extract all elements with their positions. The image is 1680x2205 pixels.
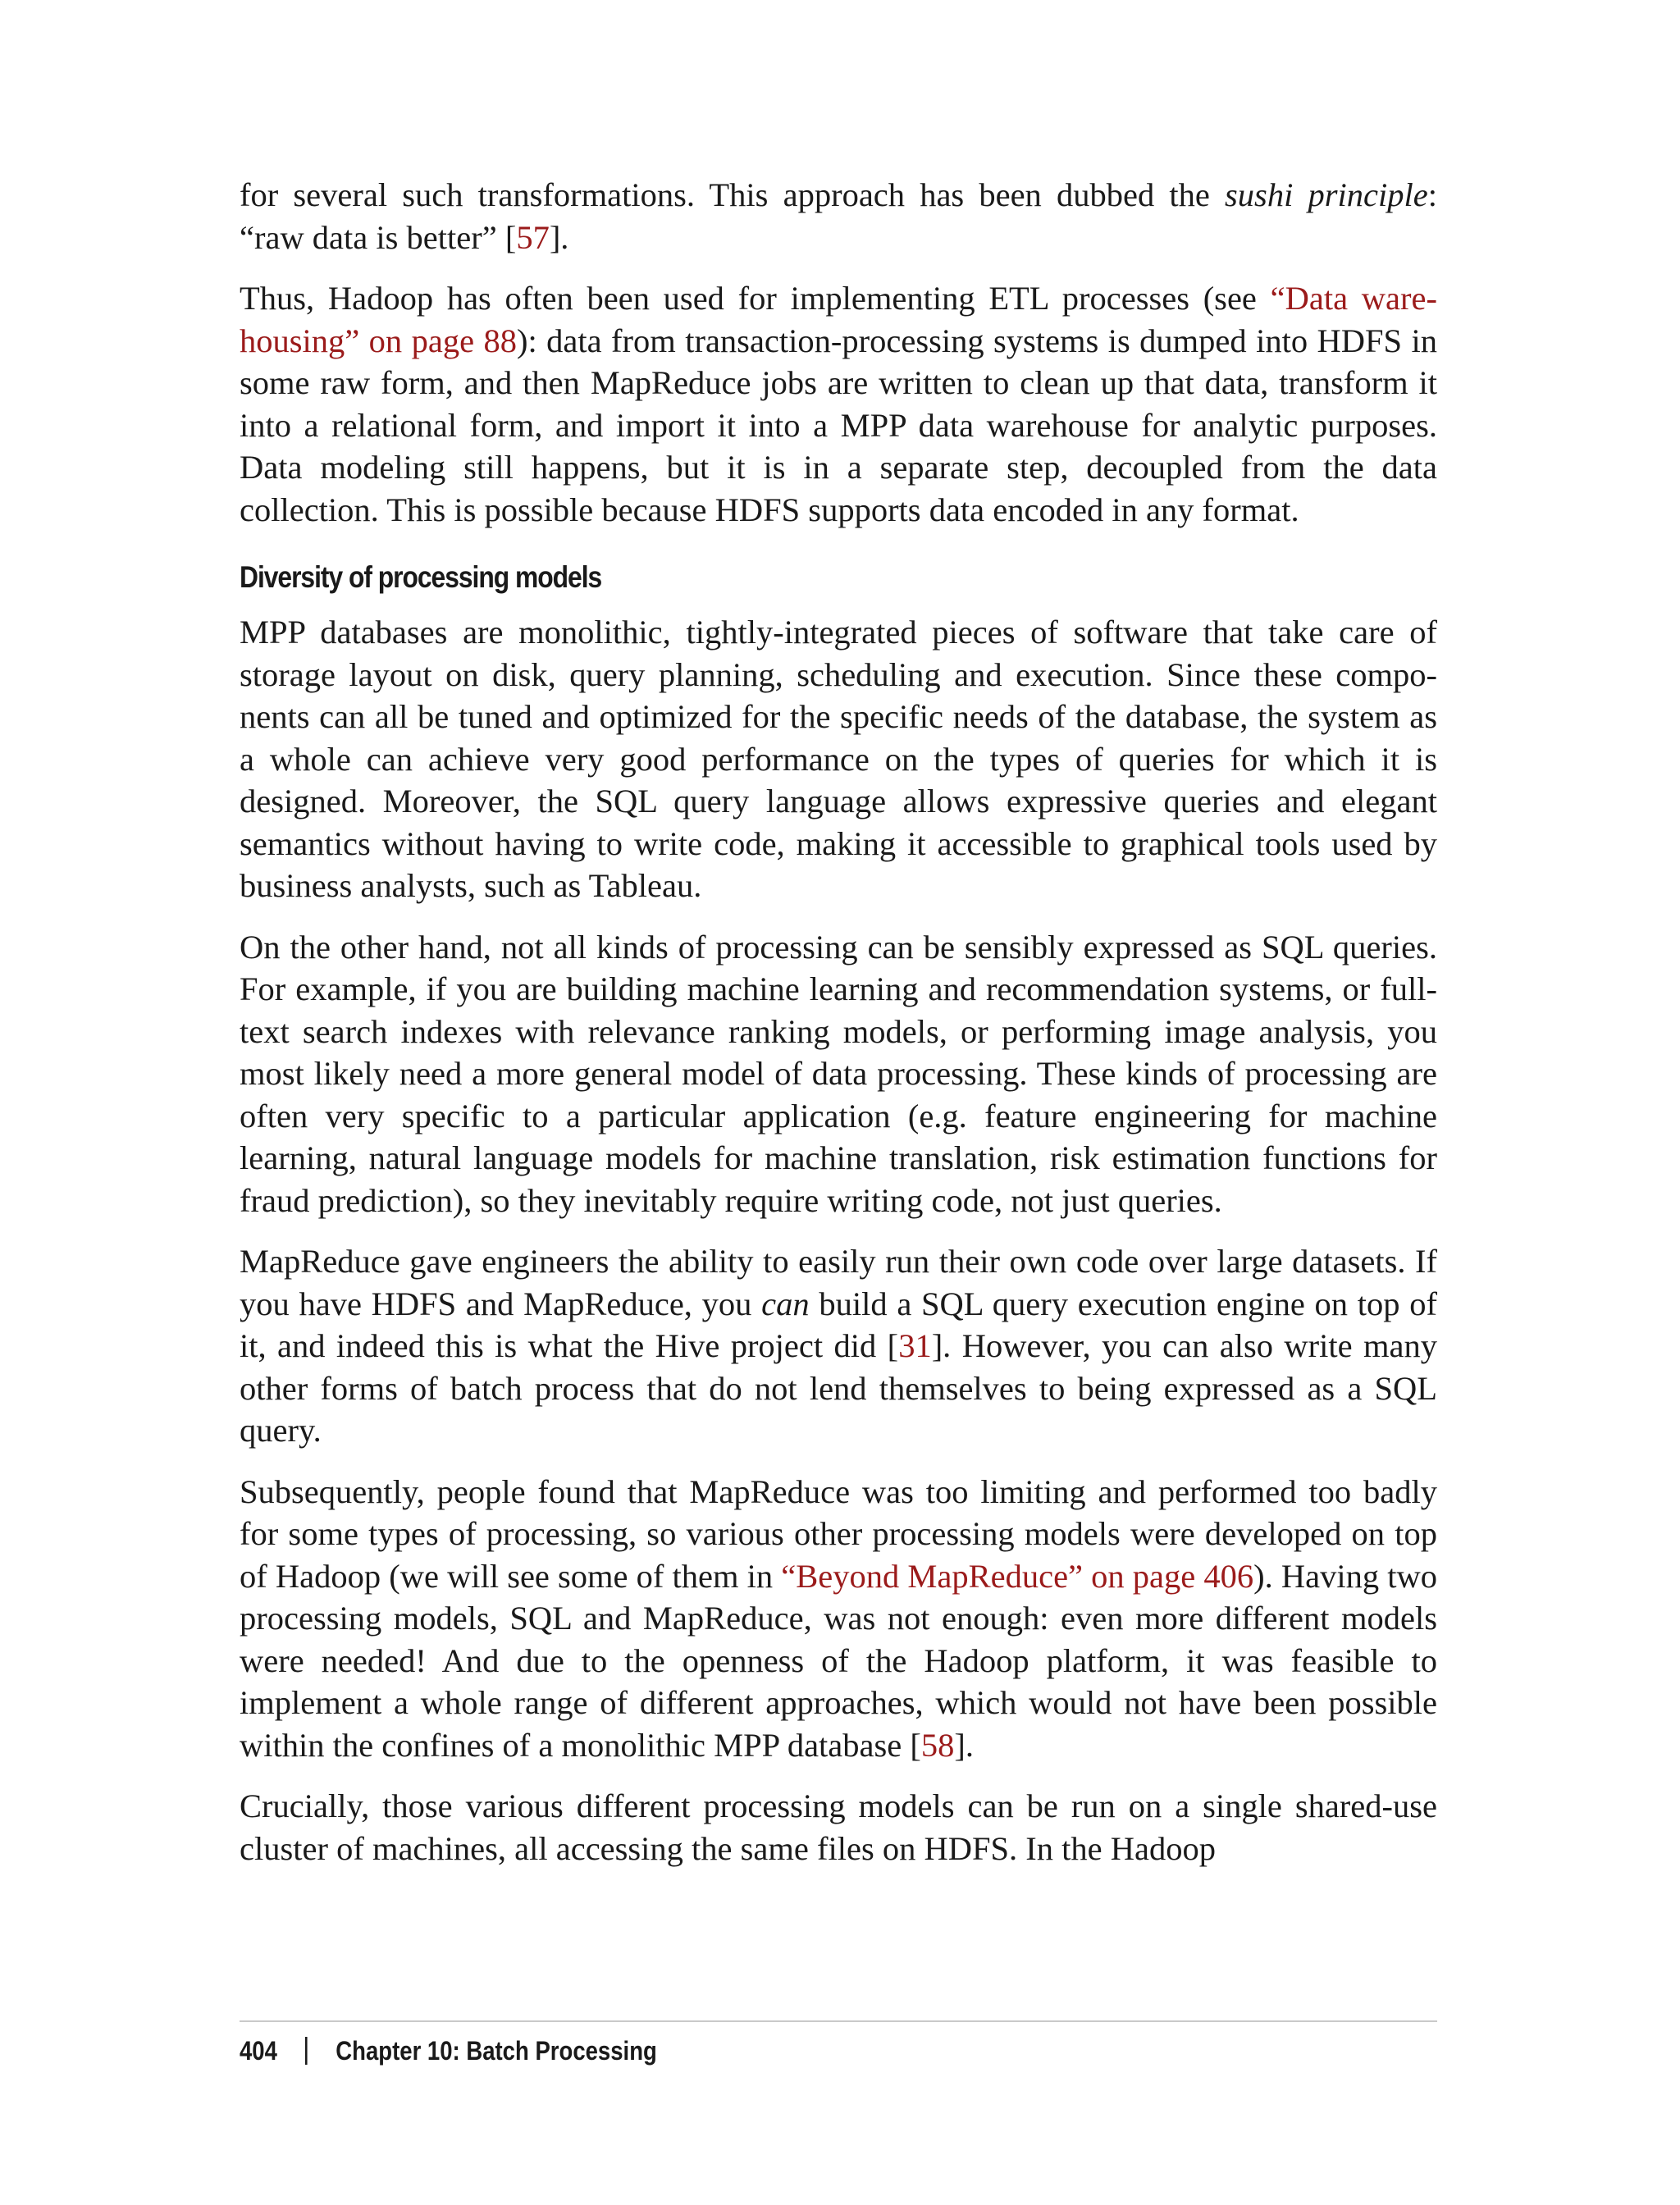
text-run: : “raw data is better” [ [240,176,1437,256]
page-number: 404 [240,2035,277,2066]
text-run: for several such transformations. This approach has been dubbed the [240,176,1226,213]
footer-separator [305,2037,308,2065]
text-run: Crucially, those various different processing models can be run on a single shared-use cluster of machines, all accessing the same files on HDFS. In the Hadoop [240,1787,1437,1867]
text-run: ). Having two processing models, SQL and MapReduce, was not enough: even more different models were needed! And due to the openness of the Hadoop platform, it was feasible to implement a whole range of different approaches, which would not have been possible within the confines of a monolithic MPP database [ [240,1557,1437,1764]
paragraph-mapreduce-ability [240,1240,1437,1452]
paragraph-subsequently [240,1471,1437,1767]
section-heading: Diversity of processing models [240,560,602,594]
paragraph-sushi-principle [240,174,1437,258]
citation-link-31[interactable]: 31 [898,1327,932,1364]
text-run: ]. [549,218,569,256]
paragraph-mpp-databases [240,611,1437,907]
text-run: build a SQL query execution engine on top of it, and indeed this is what the Hive project did [ [240,1285,1437,1364]
emphasis-text: can [761,1285,810,1322]
text-run: ): data from transaction-processing systems is dumped into HDFS in some raw form, and then MapReduce jobs are written to clean up that data, transform it into a relational form, and import it into a MPP data warehouse for analytic purposes. Data modeling still happens, but it is in a separate step, decoupled from the data collection. This is possible because HDFS supports data encoded in any format. [240,322,1437,528]
body-text [240,174,1437,1888]
text-run: ]. [954,1726,974,1764]
paragraph-other-processing [240,926,1437,1222]
text-run: Thus, Hadoop has often been used for implementing ETL processes (see [240,280,1271,317]
cross-reference-data-warehousing[interactable]: “Data warehousing” on page 88 [240,280,1437,359]
chapter-title: Chapter 10: Batch Processing [336,2035,657,2066]
cross-reference-beyond-mapreduce[interactable]: “Beyond MapReduce” on page 406 [781,1557,1254,1595]
footer-divider [240,2020,1437,2022]
text-run: ]. However, you can also write many other forms of batch process that do not lend themselves to being expressed as a SQL query. [240,1327,1438,1449]
emphasis-text: sushi principle [1225,176,1428,213]
paragraph-crucially [240,1785,1437,1869]
citation-link-57[interactable]: 57 [516,218,550,256]
text-run: Subsequently, people found that MapReduce was too limiting and performed too badly for some types of processing, so various other processing models were developed on top of Hadoop (we will see some of them in [240,1472,1437,1595]
text-run: On the other hand, not all kinds of processing can be sensibly expressed as SQL queries. For example, if you are building machine learning and recommendation systems, or full-text search indexes with relevance ranking models, or performing image analysis, you most likely need a more general model of data processing. These kinds of processing are often very specific to a particular application (e.g. feature engineering for machine learning, natural language models for machine translation, risk estimation functions for fraud prediction), so they inevitably require writing code, not just queries. [240,928,1437,1219]
paragraph-etl [240,277,1437,531]
text-run: MPP databases are monolithic, tightly-integrated pieces of software that take care of storage layout on disk, query planning, scheduling and execution. Since these components can all be tuned and optimized for the specific needs of the database, the system as a whole can achieve very good performance on the types of queries for which it is designed. Moreover, the SQL query language allows expressive queries and elegant semantics without having to write code, making it accessible to graphical tools used by business analysts, such as Tableau. [240,614,1437,904]
citation-link-58[interactable]: 58 [920,1726,955,1764]
text-run: MapReduce gave engineers the ability to easily run their own code over large datasets. If you have HDFS and MapReduce, you [240,1243,1437,1322]
page-footer [240,2033,657,2069]
